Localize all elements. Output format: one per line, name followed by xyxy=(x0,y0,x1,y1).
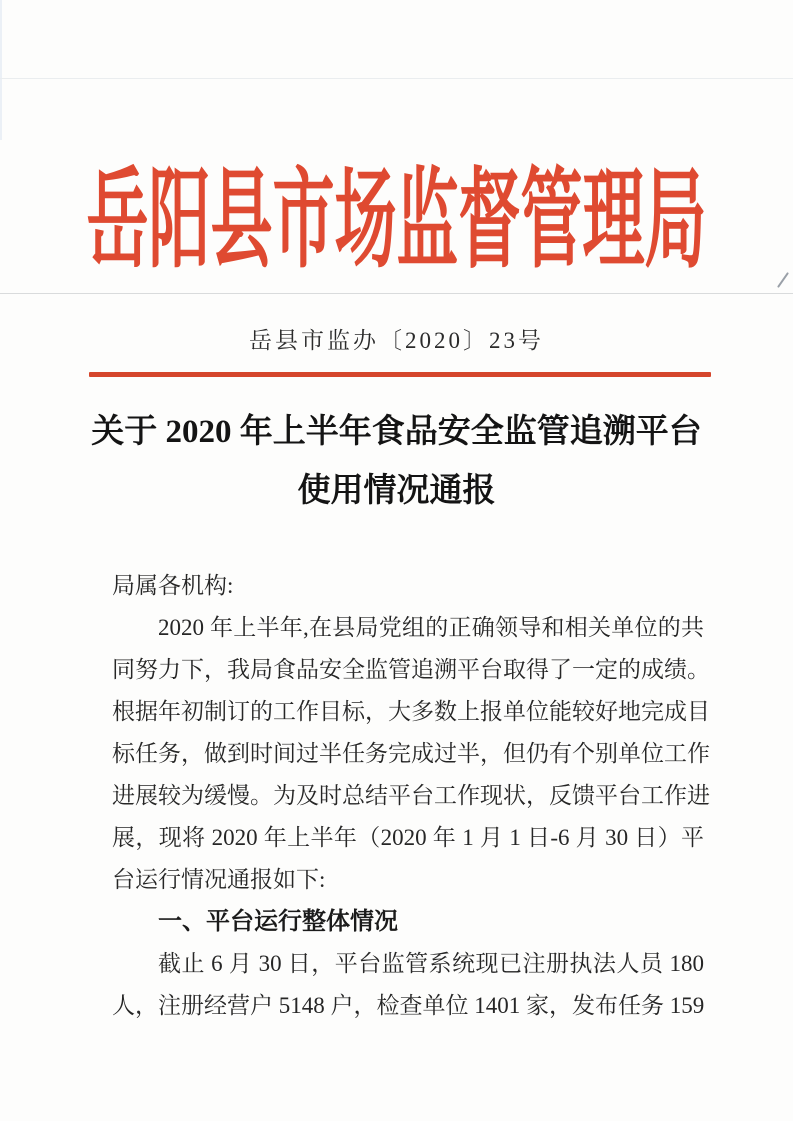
red-divider-line xyxy=(89,372,711,377)
body-line: 台运行情况通报如下: xyxy=(112,867,326,892)
body-line: 展，现将 2020 年上半年（2020 年 1 月 1 日-6 月 30 日）平 xyxy=(112,825,704,850)
section-heading: 一、平台运行整体情况 xyxy=(158,908,398,935)
document-number: 岳县市监办〔2020〕23号 xyxy=(249,328,544,353)
document-body xyxy=(112,565,710,1027)
scan-artifact-top-line xyxy=(0,78,793,79)
agency-name-header: 岳阳县市场监督管理局 xyxy=(86,162,707,282)
body-line: 根据年初制订的工作目标，大多数上报单位能较好地完成目 xyxy=(112,699,710,724)
document-title xyxy=(0,403,793,521)
body-line: 进展较为缓慢。为及时总结平台工作现状，反馈平台工作进 xyxy=(112,783,710,808)
document-title-line-1: 关于 2020 年上半年食品安全监管追溯平台 xyxy=(91,414,702,450)
scan-artifact-left-edge xyxy=(0,0,2,140)
body-line: 标任务，做到时间过半任务完成过半，但仍有个别单位工作 xyxy=(112,741,710,766)
body-line: 2020 年上半年,在县局党组的正确领导和相关单位的共 xyxy=(158,615,704,640)
body-line: 同努力下，我局食品安全监管追溯平台取得了一定的成绩。 xyxy=(112,657,710,682)
salutation-line: 局属各机构: xyxy=(112,573,234,598)
body-line: 人，注册经营户 5148 户，检查单位 1401 家，发布任务 159 xyxy=(112,993,705,1018)
body-line: 截止 6 月 30 日，平台监管系统现已注册执法人员 180 xyxy=(158,951,704,976)
scan-artifact-mid-line xyxy=(0,293,793,294)
document-title-line-2: 使用情况通报 xyxy=(297,473,496,509)
